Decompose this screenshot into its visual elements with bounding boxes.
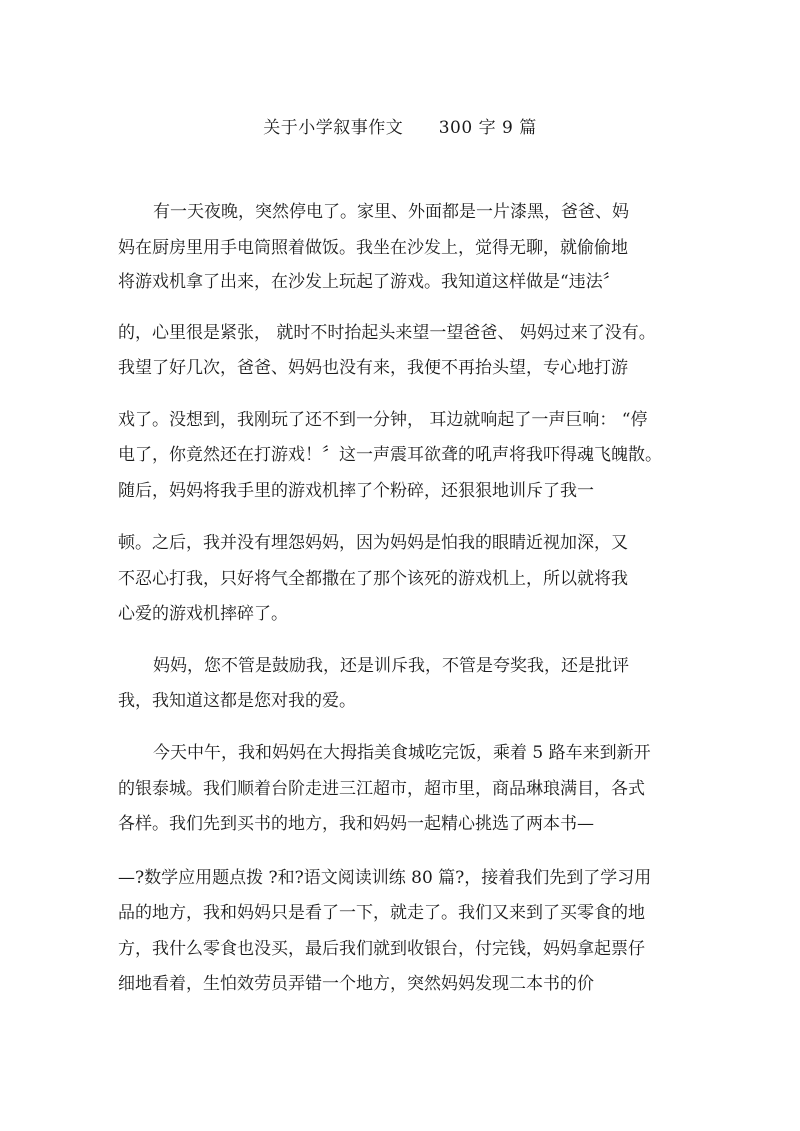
text-line: 不忍心打我，只好将气全都撒在了那个该死的游戏机上，所以就将我 xyxy=(118,569,628,589)
text-line: 的，心里很是紧张， 就时不时抬起头来望一望爸爸、 妈妈过来了没有。 xyxy=(118,323,656,343)
document-title: 关于小学叙事作文 300 字 9 篇 xyxy=(263,118,537,138)
text-line: 随后，妈妈将我手里的游戏机摔了个粉碎，还狠狠地训斥了我一 xyxy=(118,481,594,501)
text-line: —?数学应用题点拨 ?和?语文阅读训练 80 篇?，接着我们先到了学习用 xyxy=(118,868,652,888)
text-line: 妈在厨房里用手电筒照着做饭。我坐在沙发上，觉得无聊，就偷偷地 xyxy=(118,238,628,258)
text-line: 细地看着，生怕效劳员弄错一个地方，突然妈妈发现二本书的价 xyxy=(118,974,594,994)
text-line: 妈妈，您不管是鼓励我，还是训斥我，不管是夸奖我，还是批评 xyxy=(153,656,629,676)
text-line: 顿。之后，我并没有埋怨妈妈，因为妈妈是怕我的眼睛近视加深，又 xyxy=(118,533,628,553)
text-line: 有一天夜晚，突然停电了。家里、外面都是一片漆黑，爸爸、妈 xyxy=(153,202,629,222)
text-line: 心爱的游戏机摔碎了。 xyxy=(118,604,288,624)
text-line: 我，我知道这都是您对我的爱。 xyxy=(118,691,356,711)
text-line: 今天中午，我和妈妈在大拇指美食城吃完饭，乘着 5 路车来到新开 xyxy=(153,743,651,763)
text-line: 将游戏机拿了出来，在沙发上玩起了游戏。我知道这样做是“违法〞 xyxy=(118,272,620,292)
text-line: 品的地方，我和妈妈只是看了一下，就走了。我们又来到了买零食的地 xyxy=(118,903,645,923)
text-line: 戏了。没想到，我刚玩了还不到一分钟， 耳边就响起了一声巨响： “停 xyxy=(118,410,648,430)
text-line: 各样。我们先到买书的地方，我和妈妈一起精心挑选了两本书— xyxy=(118,814,594,834)
text-line: 我望了好几次，爸爸、妈妈也没有来，我便不再抬头望，专心地打游 xyxy=(118,358,628,378)
text-line: 方，我什么零食也没买，最后我们就到收银台，付完钱，妈妈拿起票仔 xyxy=(118,939,645,959)
text-line: 的银泰城。我们顺着台阶走进三江超市，超市里，商品琳琅满目，各式 xyxy=(118,779,645,799)
text-line: 电了，你竟然还在打游戏！〞这一声震耳欲聋的吼声将我吓得魂飞魄散。 xyxy=(118,445,662,465)
